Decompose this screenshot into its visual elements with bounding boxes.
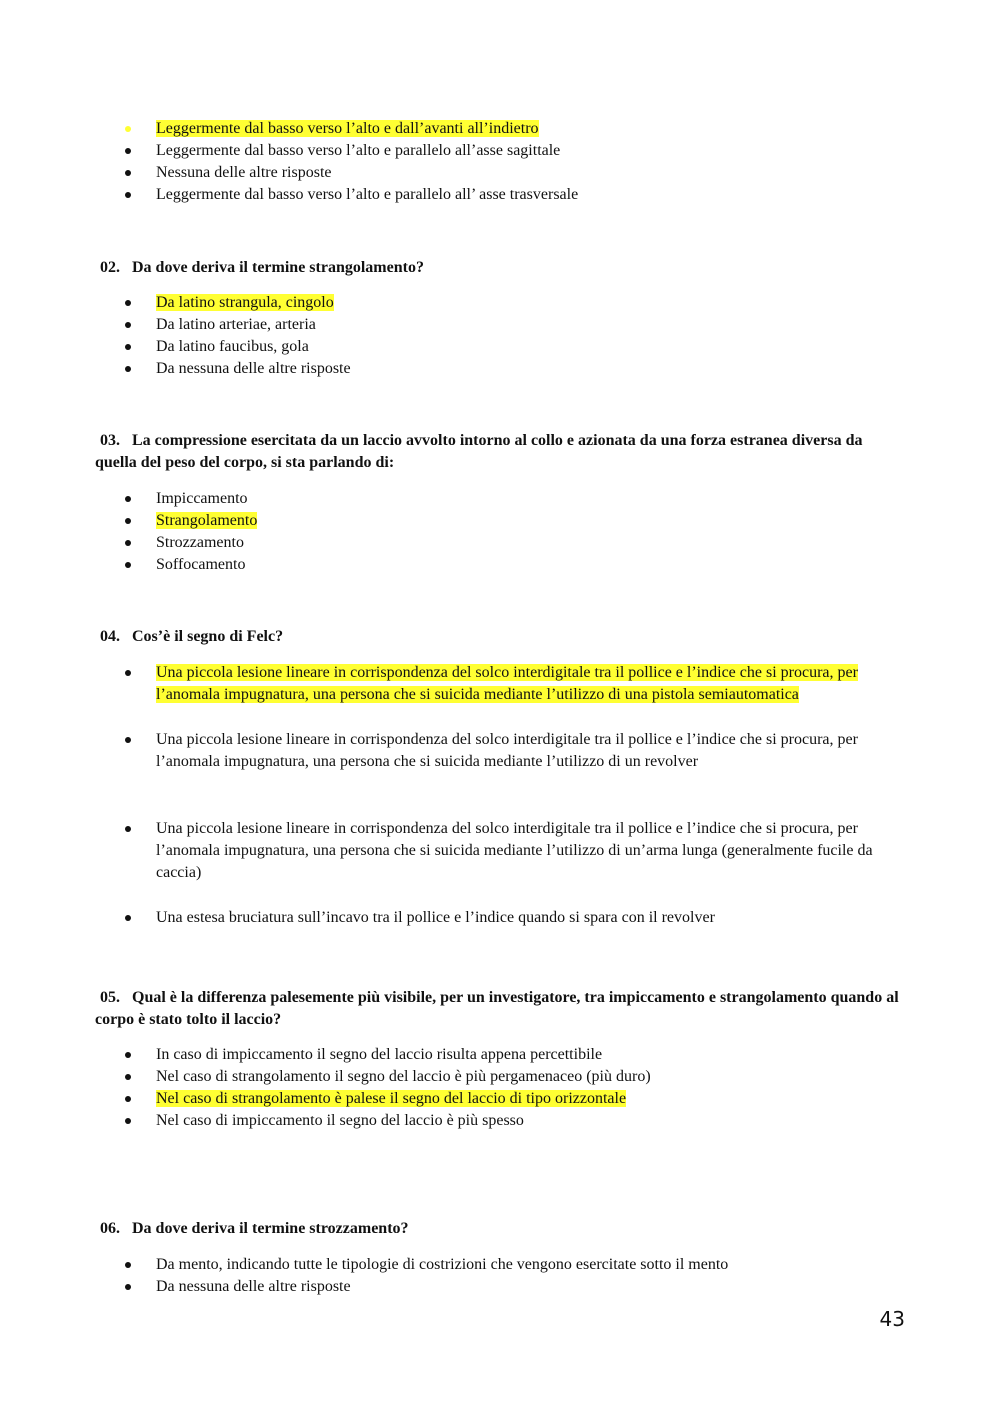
q03-option-4: Soffocamento — [120, 554, 900, 576]
bullet-icon — [125, 192, 131, 198]
q03-option-1: Impiccamento — [120, 488, 900, 510]
bullet-icon — [125, 496, 131, 502]
q02-option-2: Da latino arteriae, arteria — [120, 314, 900, 336]
q06-question: 06. Da dove deriva il termine strozzamento? — [100, 1220, 409, 1237]
q03-options — [120, 488, 900, 576]
bullet-icon — [125, 322, 131, 328]
bullet-icon — [125, 344, 131, 350]
bullet-icon — [125, 915, 131, 921]
bullet-icon — [125, 1118, 131, 1124]
q06-options — [120, 1254, 900, 1298]
bullet-icon — [125, 1052, 131, 1058]
q05-option-3: Nel caso di strangolamento è palese il segno del laccio di tipo orizzontale — [120, 1088, 900, 1110]
q06-option-1: Da mento, indicando tutte le tipologie di costrizioni che vengono esercitate sotto il mento — [120, 1254, 900, 1276]
bullet-icon — [125, 148, 131, 154]
q02-question: 02. Da dove deriva il termine strangolamento? — [100, 259, 424, 276]
q04-option-3: Una piccola lesione lineare in corrispondenza del solco interdigitale tra il pollice e l’indice che si procura, per l’anomala impugnatura, una persona che si suicida mediante l’utilizzo di un’arma lunga (generalmente fucile da caccia) — [120, 818, 900, 884]
q05-option-1: In caso di impiccamento il segno del laccio risulta appena percettibile — [120, 1044, 900, 1066]
q04-question: 04. Cos’è il segno di Felc? — [100, 628, 284, 645]
q02-options — [120, 292, 900, 380]
q03-option-2: Strangolamento — [120, 510, 900, 532]
q01-option-4: Leggermente dal basso verso l’alto e parallelo all’ asse trasversale — [120, 184, 900, 206]
q04-option-group-4 — [120, 907, 900, 929]
bullet-icon — [125, 562, 131, 568]
q01-option-2: Leggermente dal basso verso l’alto e parallelo all’asse sagittale — [120, 140, 900, 162]
bullet-icon — [125, 170, 131, 176]
bullet-icon — [125, 300, 131, 306]
bullet-icon — [125, 826, 131, 832]
q04-option-4: Una estesa bruciatura sull’incavo tra il pollice e l’indice quando si spara con il revolver — [120, 907, 900, 929]
q02-option-3: Da latino faucibus, gola — [120, 336, 900, 358]
q01-options — [120, 118, 900, 206]
q05-question: 05. Qual è la differenza palesemente più visibile, per un investigatore, tra impiccamento e strangolamento quando al corpo è stato tolto il laccio? — [95, 989, 899, 1028]
q04-option-group-2 — [120, 729, 900, 773]
q02-option-1: Da latino strangula, cingolo — [120, 292, 900, 314]
q04-option-group-3 — [120, 818, 900, 884]
bullet-icon — [125, 670, 131, 676]
bullet-icon — [125, 1074, 131, 1080]
q05-options — [120, 1044, 900, 1132]
q01-option-3: Nessuna delle altre risposte — [120, 162, 900, 184]
bullet-icon — [125, 1284, 131, 1290]
q04-option-1: Una piccola lesione lineare in corrispondenza del solco interdigitale tra il pollice e l’indice che si procura, per l’anomala impugnatura, una persona che si suicida mediante l’utilizzo di una pistola semiautomatica — [120, 662, 900, 706]
q06-option-2: Da nessuna delle altre risposte — [120, 1276, 900, 1298]
q05-option-2: Nel caso di strangolamento il segno del laccio è più pergamenaceo (più duro) — [120, 1066, 900, 1088]
bullet-icon — [125, 540, 131, 546]
q04-option-group-1 — [120, 662, 900, 706]
q01-option-1: Leggermente dal basso verso l’alto e dall’avanti all’indietro — [120, 118, 900, 140]
bullet-icon — [125, 1096, 131, 1102]
bullet-icon — [125, 126, 131, 132]
q05-option-4: Nel caso di impiccamento il segno del laccio è più spesso — [120, 1110, 900, 1132]
q04-option-2: Una piccola lesione lineare in corrispondenza del solco interdigitale tra il pollice e l’indice che si procura, per l’anomala impugnatura, una persona che si suicida mediante l’utilizzo di un revolver — [120, 729, 900, 773]
bullet-icon — [125, 1262, 131, 1268]
bullet-icon — [125, 518, 131, 524]
q03-option-3: Strozzamento — [120, 532, 900, 554]
bullet-icon — [125, 366, 131, 372]
page-number: 43 — [879, 1307, 905, 1331]
bullet-icon — [125, 737, 131, 743]
q03-question: 03. La compressione esercitata da un laccio avvolto intorno al collo e azionata da una forza estranea diversa da quella del peso del corpo, si sta parlando di: — [95, 432, 863, 471]
q02-option-4: Da nessuna delle altre risposte — [120, 358, 900, 380]
